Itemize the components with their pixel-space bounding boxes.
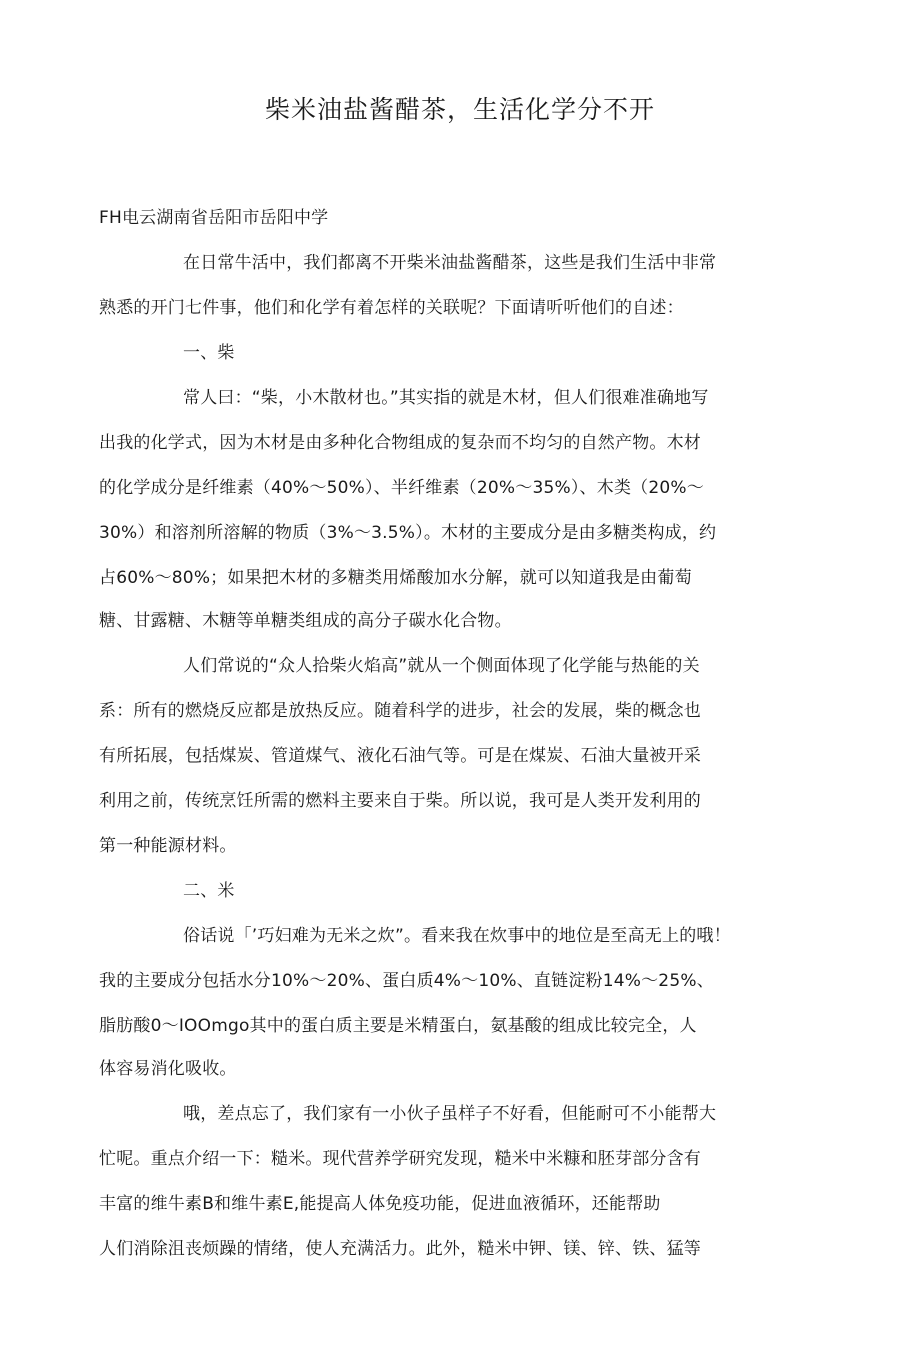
paragraph-line: 有所拓展，包括煤炭、管道煤气、液化石油气等。可是在煤炭、石油大量被开采 [99, 746, 701, 766]
paragraph-line: 人们消除沮丧烦躁的情绪，使人充满活力。此外，糙米中钾、镁、锌、铁、猛等 [99, 1239, 701, 1259]
paragraph-line: 俗话说「’巧妇难为无米之炊”。看来我在炊事中的地位是至高无上的哦！ [183, 926, 731, 946]
paragraph-line: 熟悉的开门七件事，他们和化学有着怎样的关联呢？下面请听听他们的自述： [99, 298, 684, 318]
section-heading: 一、柴 [183, 343, 235, 363]
paragraph-line: 30%）和溶剂所溶解的物质（3%〜3.5%）。木材的主要成分是由多糖类构成，约 [99, 523, 717, 543]
section-heading: 二、米 [183, 881, 235, 901]
paragraph-line: 系：所有的燃烧反应都是放热反应。随着科学的进步，社会的发展，柴的概念也 [99, 701, 701, 721]
paragraph-line: 体容易消化吸收。 [99, 1059, 237, 1079]
paragraph-line: 人们常说的“众人拾柴火焰高”就从一个侧面体现了化学能与热能的关 [183, 656, 700, 676]
paragraph-line: 在日常牛活中，我们都离不开柴米油盐酱醋茶，这些是我们生活中非常 [183, 253, 717, 273]
paragraph-line: 出我的化学式，因为木材是由多种化合物组成的复杂而不均匀的自然产物。木材 [99, 433, 701, 453]
paragraph-line: 我的主要成分包括水分10%〜20%、蛋白质4%〜10%、直链淀粉14%〜25%、 [99, 971, 714, 991]
paragraph-line: 糖、甘露糖、木糖等单糖类组成的高分子碳水化合物。 [99, 611, 512, 631]
paragraph-line: 常人曰：“柴，小木散材也。”其实指的就是木材，但人们很难准确地写 [183, 388, 709, 408]
document-title: 柴米油盐酱醋茶，生活化学分不开 [264, 95, 655, 124]
paragraph-line: 哦，差点忘了，我们家有一小伙子虽样子不好看，但能耐可不小能帮大 [183, 1104, 717, 1124]
paragraph-line: 占60%〜80%；如果把木材的多糖类用烯酸加水分解，就可以知道我是由葡萄 [99, 568, 692, 588]
paragraph-line: 的化学成分是纤维素（40%〜50%）、半纤维素（20%〜35%）、木类（20%〜 [99, 478, 704, 498]
paragraph-line: 脂肪酸0〜IOOmgo其中的蛋白质主要是米精蛋白，氨基酸的组成比较完全，人 [99, 1016, 697, 1036]
paragraph-line: 第一种能源材料。 [99, 836, 237, 856]
paragraph-line: 忙呢。重点介绍一下：糙米。现代营养学研究发现，糙米中米糠和胚芽部分含有 [99, 1149, 701, 1169]
paragraph-line: 丰富的维牛素B和维牛素E,能提高人体免疫功能，促进血液循环，还能帮助 [99, 1194, 661, 1214]
paragraph-line: 利用之前，传统烹饪所需的燃料主要来自于柴。所以说，我可是人类开发利用的 [99, 791, 701, 811]
author-line: FH电云湖南省岳阳市岳阳中学 [99, 208, 329, 228]
